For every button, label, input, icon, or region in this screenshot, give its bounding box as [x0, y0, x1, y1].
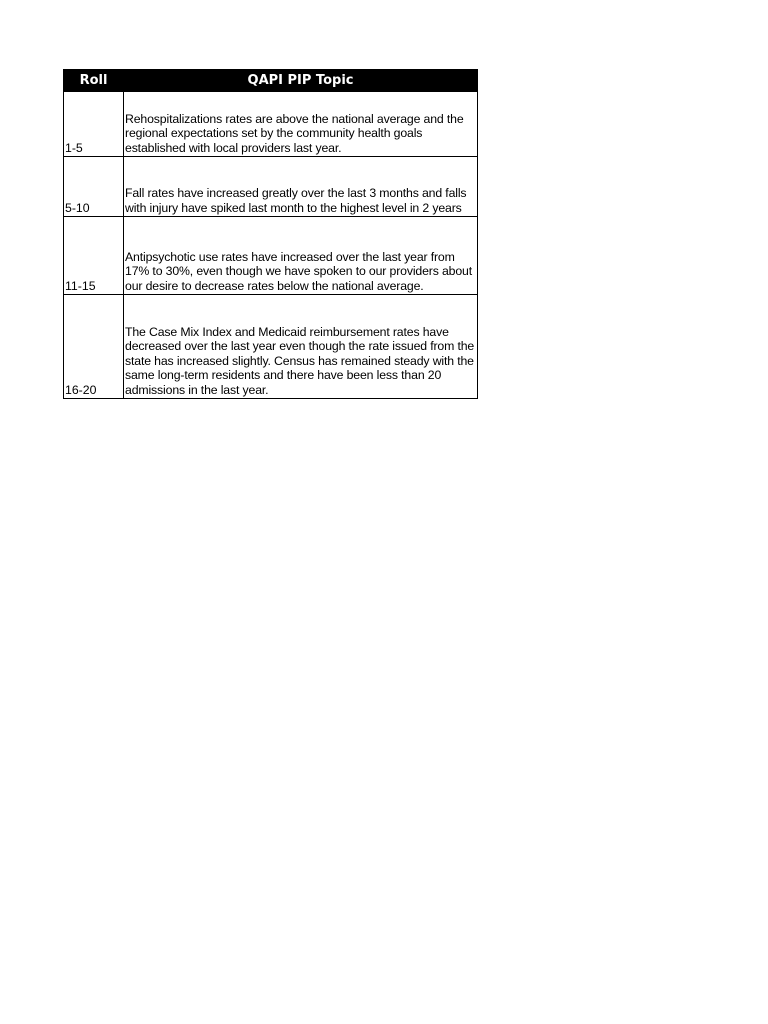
qapi-pip-topic-table: [63, 69, 478, 399]
topic-cell[interactable]: Rehospitalizations rates are above the national average and the regional expectations set by the community health goals established with local providers last year.: [124, 92, 478, 157]
header-roll[interactable]: Roll: [64, 70, 124, 92]
table-row: [64, 217, 478, 295]
roll-cell[interactable]: 1-5: [64, 92, 124, 157]
topic-cell[interactable]: Antipsychotic use rates have increased over the last year from 17% to 30%, even though we have spoken to our providers about our desire to decrease rates below the national average.: [124, 217, 478, 295]
header-row: [64, 70, 478, 92]
roll-cell[interactable]: 11-15: [64, 217, 124, 295]
table-row: [64, 295, 478, 399]
topic-cell[interactable]: The Case Mix Index and Medicaid reimbursement rates have decreased over the last year even though the rate issued from the state has increased slightly. Census has remained steady with the same long-term residents and there have been less than 20 admissions in the last year.: [124, 295, 478, 399]
table-row: [64, 92, 478, 157]
roll-cell[interactable]: 5-10: [64, 157, 124, 217]
topic-cell[interactable]: Fall rates have increased greatly over the last 3 months and falls with injury have spiked last month to the highest level in 2 years: [124, 157, 478, 217]
table-row: [64, 157, 478, 217]
roll-cell[interactable]: 16-20: [64, 295, 124, 399]
header-topic[interactable]: QAPI PIP Topic: [124, 70, 478, 92]
